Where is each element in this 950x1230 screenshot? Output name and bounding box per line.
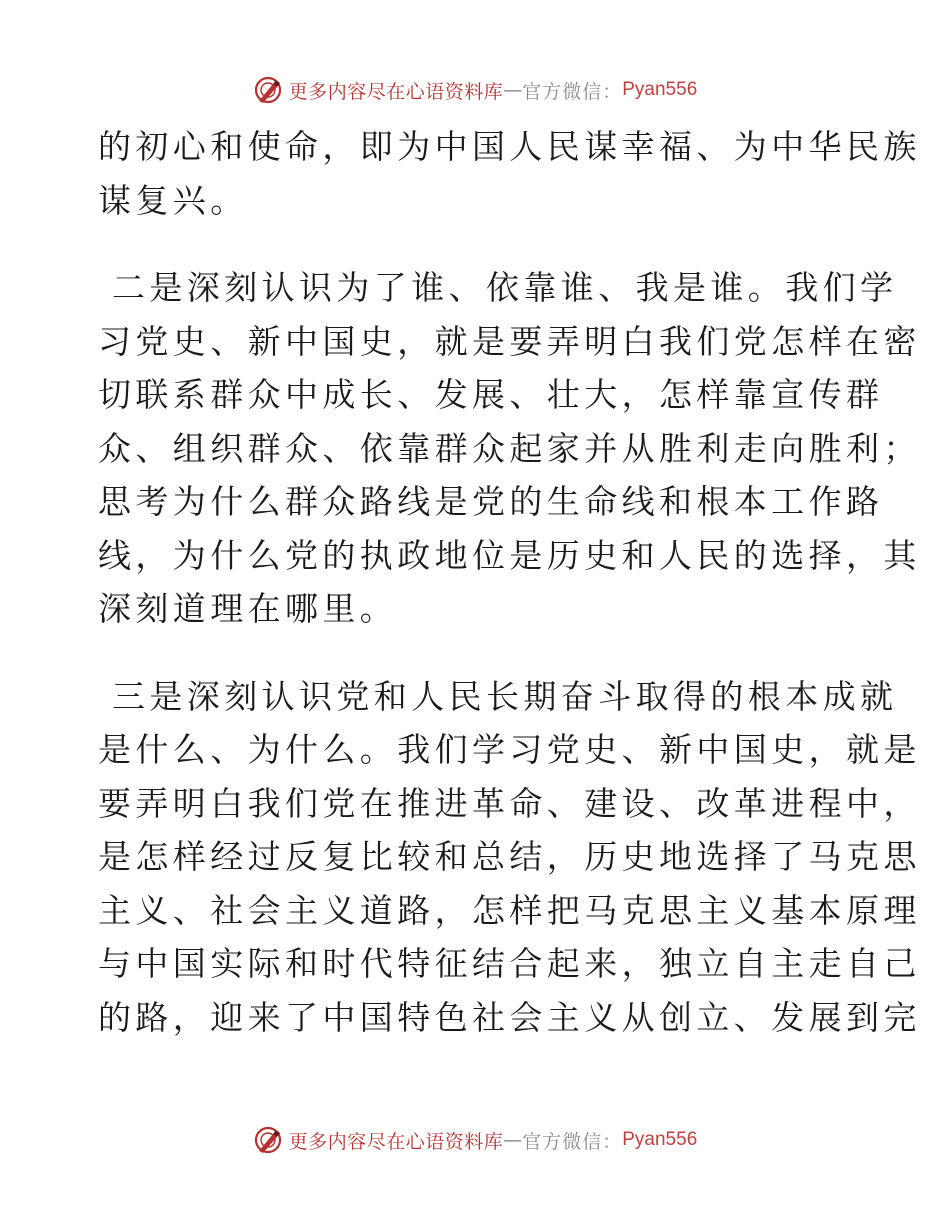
footer-banner — [0, 1120, 950, 1160]
text-line: 的路，迎来了中国特色社会主义从创立、发展到完 — [98, 997, 921, 1037]
text-line: 深刻道理在哪里。 — [98, 589, 398, 628]
header-banner — [0, 70, 950, 110]
banner-separator: — — [503, 1129, 523, 1151]
banner-wechat-label: 官方微信： — [522, 1130, 623, 1153]
banner-site-text: 更多内容尽在心语资料库 — [288, 80, 504, 103]
paragraph-1 — [98, 120, 921, 227]
text-line: 的初心和使命，即为中国人民谋幸福、为中华民族 — [98, 127, 921, 166]
text-line: 是什么、为什么。我们学习党史、新中国史，就是 — [98, 730, 921, 769]
text-line: 谋复兴。 — [98, 180, 248, 220]
text-line: 习党史、新中国史，就是要弄明白我们党怎样在密 — [98, 321, 921, 361]
text-line: 思考为什么群众路线是党的生命线和根本工作路 — [98, 482, 884, 521]
banner-wechat-id: Pyan556 — [622, 1129, 698, 1150]
text-line: 要弄明白我们党在推进革命、建设、改革进程中， — [98, 783, 921, 823]
text-line: 众、组织群众、依靠群众起家并从胜利走向胜利； — [98, 428, 921, 468]
text-line: 与中国实际和时代特征结合起来，独立自主走自己 — [98, 944, 921, 983]
banner-separator: — — [503, 79, 523, 101]
text-line: 是怎样经过反复比较和总结，历史地选择了马克思 — [98, 837, 921, 876]
document-body — [98, 120, 921, 1044]
text-line: 切联系群众中成长、发展、壮大，怎样靠宣传群 — [98, 375, 884, 414]
text-line: 主义、社会主义道路，怎样把马克思主义基本原理 — [98, 890, 921, 930]
banner-wechat-id: Pyan556 — [622, 79, 698, 100]
banner-wechat-label: 官方微信： — [522, 80, 623, 103]
text-line: 线，为什么党的执政地位是历史和人民的选择，其 — [98, 535, 921, 575]
text-line: 二是深刻认识为了谁、依靠谁、我是谁。我们学 — [112, 268, 898, 307]
text-line: 三是深刻认识党和人民长期奋斗取得的根本成就 — [112, 676, 898, 716]
paragraph-2 — [98, 261, 921, 636]
banner-site-text: 更多内容尽在心语资料库 — [288, 1130, 504, 1153]
paragraph-3 — [98, 670, 921, 1045]
pen-logo-icon — [253, 75, 283, 105]
pen-logo-icon — [253, 1125, 283, 1155]
